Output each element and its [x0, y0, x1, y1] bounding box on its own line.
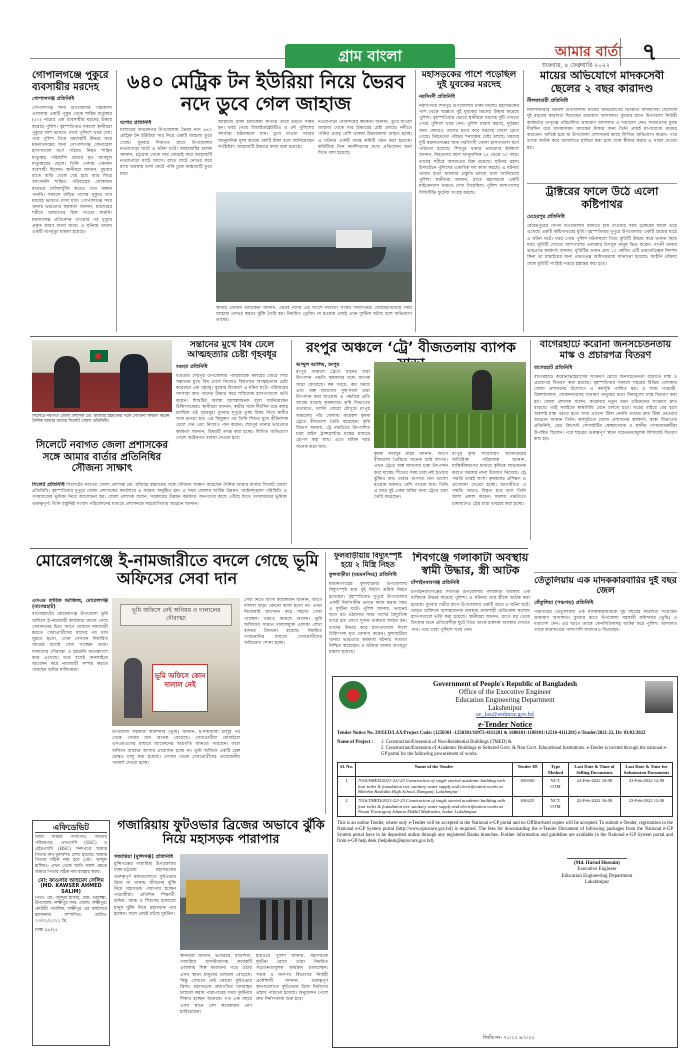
headline: তেঁতুলিয়ায় এক মাদককারবারির দুই বছর জেল — [534, 576, 677, 597]
byline: চাঁপাইনবাবগঞ্জ প্রতিনিধি — [411, 580, 460, 587]
affidavit-ref: ঢাকা ৯৮/২২ — [35, 927, 58, 933]
article-body-col3: সেবা নিতে আসা কয়েকজন জানান, আগে দালাল ছাড়া কোনো কাজ হতো না। এখন নিজেরাই আবেদন করে সহজে সেবা পাচ্ছেন। খরচও কমেছে অনেক। ভূমি অফিসের সামনে দালালমুক্ত এলাকা লেখা ব্যানার টানানো হয়েছে। নিয়মিত গণশুনানির মাধ্যমে সেবাপ্রার্থীদের অভিযোগ শোনা হচ্ছে। — [244, 598, 322, 647]
article-body-col1 — [114, 854, 176, 1046]
headline: গোপালগঞ্জে পুকুরে ব্যবসায়ীর মরদেহ — [32, 70, 109, 93]
tender-notice-no: Tender Notice No. 29/EED/LAX/Project Code: (1250301 -1250301/10972-4111201 & 1600101-1100101/12516-4111201) e-Tender/2021-22, Dt: 03/02/2022 — [337, 731, 646, 736]
tender-city: Lakshmipur — [488, 704, 522, 712]
headline: গজারিয়ায় ফুটওভার ব্রিজের অভাবে ঝুঁকি নিয়ে মহাসড়ক পারাপার — [117, 817, 325, 847]
issue-date: শুক্রবার, ৪ ফেব্রুয়ারি ২০২২ — [542, 62, 610, 69]
flag — [90, 350, 108, 362]
byline: এসএম তারিক আজিজ, মোরেলগঞ্জ (বাগেরহাট) — [32, 598, 108, 611]
project-item: 1. Construction/Extension of Non-Residential Buildings (TMED) & — [381, 740, 512, 745]
headline: মায়ের অভিযোগে মাদকসেবী ছেলের ২ বছর কারাদণ্ড — [539, 70, 665, 95]
text: রংপুর অঞ্চলে ট্রেতে ধানের চারা উৎপাদন পদ্ধতি কৃষকদের মধ্যে ব্যাপক সাড়া ফেলেছে। কম খরচে, কম সময়ে এবং অল্প জায়গায় সুস্থ-সবল চারা উৎপাদন করা যাওয়ায় এ পদ্ধতির প্রতি আগ্রহ বাড়ছে কৃষকদের। কৃষি বিভাগের তথ্যমতে, চলতি বোরো মৌসুমে রংপুর অঞ্চলের পাঁচ জেলায় কয়েকশ কৃষক ট্রেতে বীজতলা তৈরি করেছেন। কৃষি বিভাগ জানায়, ট্রে পদ্ধতিতে উৎপাদিত চারা রাইস ট্রান্সপ্লান্টার যন্ত্রের মাধ্যমে রোপণ করা যায়। এতে শ্রমিক খরচ অনেক কমে যায়। — [296, 370, 370, 450]
column-rule — [415, 70, 416, 332]
seedbed-photo — [374, 362, 526, 448]
column-rule — [291, 340, 292, 544]
affidavit-title: এফিডেভিট — [35, 823, 107, 833]
cell-id: 656350 — [513, 777, 543, 797]
article-body: নীলফামারীর ডিমলা উপজেলায় মায়ের অভিযোগের ভিত্তিতে মাদকসেবী ছেলেকে দুই বছরের কারাদণ্ড দিয়েছেন ভ্রাম্যমাণ আদালত। বুধবার রাতে উপজেলা নির্বাহী কর্মকর্তার নেতৃত্বে পরিচালিত ভ্রাম্যমাণ আদালত এ দণ্ডাদেশ দেন। সাজাপ্রাপ্ত যুবক দীর্ঘদিন ধরে মাদকাসক্ত। মাদকের টাকার জন্য তিনি প্রায়ই মা-বাবাকে মারধর করতেন। অতিষ্ঠ হয়ে মা উপজেলা প্রশাসনের কাছে লিখিত অভিযোগ করেন। পরে তাকে আটক করে আদালতে হাজির করা হলে দোষ স্বীকার করায় এ সাজা দেওয়া হয়। — [527, 108, 677, 151]
article-addict — [527, 70, 677, 180]
affidavit-name-en: (MD. KAWSER AHMED SALIM) — [40, 883, 102, 895]
column-rule — [523, 70, 524, 332]
cell-id: 636225 — [513, 796, 543, 816]
tender-footer: This is an online Tender, where only e-Tender will be accepted in the National e-GP portal and no Offline/hard copies will be accepted. To submit e-Tender, registration in the National e-GP System portal (http://www.eprocure.gov.bd) is required. The fees for downloading the e-Tender Document of following packages from the National e-GP System portal have to be deposited online through any registered Banks branches. Further information and guideline are available in the National e-GP System portal and from e-GP help desk (helpdesk@eprocure.gov.bd). — [337, 820, 673, 844]
byline: তেঁতুলিয়া (পঞ্চগড়) প্রতিনিধি — [534, 599, 594, 606]
article-poison — [176, 340, 288, 480]
project-item: 2. Construction/Extension of Academic Buildings to Selected Govt. & Non Govt. Educational Institutions. e-Tender is invited through the national e-GP portal for the following procurement of works. — [381, 746, 668, 757]
person-left — [54, 356, 80, 408]
byline: আব্দুল আলিম, রংপুর — [296, 362, 340, 368]
portrait — [645, 681, 673, 713]
text: সিলেটের নবাগত জেলা প্রশাসক মো. মজিবর রহমানের সঙ্গে সৌজন্য সাক্ষাৎ করেছেন দৈনিক আমার বার্তার সিলেট জেলা প্রতিনিধি। বৃহস্পতিবার দুপুরে জেলা প্রশাসকের কার্যালয়ে এ সাক্ষাৎ অনুষ্ঠিত হয়। এ সময় জেলার সার্বিক উন্নয়ন, আইনশৃঙ্খলা পরিস্থিতি ও গণমাধ্যমের ভূমিকা নিয়ে আলোচনা হয়। জেলা প্রশাসক বলেন, সরকারের উন্নয়ন কর্মকাণ্ড জনগণের কাছে পৌঁছে দিতে গণমাধ্যমের ভূমিকা গুরুত্বপূর্ণ। তিনি বস্তুনিষ্ঠ সংবাদ পরিবেশনের মাধ্যমে প্রশাসনকে সহযোগিতার আহ্বান জানান। — [32, 483, 287, 507]
column-rule — [325, 552, 326, 814]
byline: গজারিয়া (মুন্সিগঞ্জ) প্রতিনিধি — [114, 854, 174, 860]
article-body: বাগেরহাটে করোনাভাইরাসের সংক্রমণ রোধে জনসচেতনতা বাড়াতে মাস্ক ও প্রচারপত্র বিতরণ করা হয়েছে। বৃহস্পতিবার সকালে শহরের বিভিন্ন এলাকায় জেলা প্রশাসনের উদ্যোগে এ কর্মসূচি পালিত হয়। এ সময় পথচারী, রিকশাচালক, দোকানদারসহ সাধারণ মানুষের মধ্যে বিনামূল্যে মাস্ক বিতরণ করা হয়। জেলা প্রশাসক বলেন, করোনার নতুন ধরন ওমিক্রনের সংক্রমণ দ্রুত বাড়ছে। তাই সবাইকে স্বাস্থ্যবিধি মেনে চলতে হবে। ঘরের বাইরে বের হলে অবশ্যই মাস্ক পরতে হবে। যারা এখনো টিকা নেননি তাদের দ্রুত টিকা নেওয়ার আহ্বান জানান তিনি। কর্মসূচিতে জেলা প্রশাসনের কর্মকর্তা, স্বাস্থ্য বিভাগের প্রতিনিধি, রেড ক্রিসেন্ট সোসাইটির স্বেচ্ছাসেবক ও স্থানীয় গণমাধ্যমকর্মীরা উপস্থিত ছিলেন। পরে শহরের গুরুত্বপূর্ণ স্থানে সচেতনতামূলক লিফলেট বিতরণ করা হয়। — [534, 374, 677, 442]
article-tractor — [527, 186, 677, 332]
tender-email[interactable]: ee_lax@eedmoe.gov.bd — [476, 712, 534, 718]
article-highway — [419, 70, 519, 332]
article-body: চাঁপাইনবাবগঞ্জের শিবগঞ্জ উপজেলায় গলাকাটা অবস্থায় এক ব্যক্তিকে উদ্ধার করেছে পুলিশ। এ ঘটনায় তার স্ত্রীকে আটক করা হয়েছে। বুধবার গভীর রাতে উপজেলার একটি গ্রামে এ ঘটনা ঘটে। আহত ব্যক্তিকে আশঙ্কাজনক অবস্থায় রাজশাহী মেডিকেল কলেজ হাসপাতালে ভর্তি করা হয়েছে। স্থানীয়রা জানান, রাতে ঘর থেকে চিৎকার শুনে প্রতিবেশীরা ছুটে গিয়ে তাকে রক্তাক্ত অবস্থায় দেখতে পান। পরে তারা পুলিশে খবর দেন। — [411, 590, 530, 633]
rule — [534, 572, 677, 573]
byline: বাগেরহাট প্রতিনিধি — [534, 364, 573, 371]
pedestrians — [260, 900, 312, 940]
tray-rows — [374, 414, 526, 448]
cell-name: 7016/TMED/2021-22/-23 Construction of single storied academic building with four toilet & foundation in/c sanitary water supply and electrification works at Notun Tewarigonj Islamia Dakhil Madrasha, Sadar, Lakshmipur. — [356, 796, 513, 816]
photo-banner: ভূমি অফিসে কোন দালাল নেই — [152, 664, 208, 712]
cell-sl: 1 — [338, 777, 356, 797]
section-banner: গ্রাম বাংলা — [285, 44, 455, 68]
article-body-col4: স্থানীয় নৌযান শ্রমিকেরা জানান, ভৈরব নদের এই অংশে নাব্যতা সংকট দীর্ঘদিনের। জোয়ার-ভাটার সময় জাহাজ নোঙর করতে ঝুঁকি তৈরি হয়। নিয়মিত ড্রেজিং না হওয়ায় প্রায়ই এমন দুর্ঘটনা ঘটছে বলে অভিযোগ তাদের। — [216, 306, 412, 324]
cell-type: NCT, OTM — [543, 796, 569, 816]
article-gazaria — [114, 818, 328, 1048]
photo-sign: ভূমি অফিসে নেই অনিয়ম ও দালালের দৌরাত্ম্য — [120, 604, 232, 626]
tender-dept: Education Engineering Department — [455, 696, 555, 704]
ship-photo — [216, 192, 412, 302]
article-body: বগুড়ার শেরপুর উপজেলায় পারিবারিক কলহের জেরে শিশু সন্তানের মুখে বিষ ঢেলে নিজেও বিষপানে আত্মহত্যার চেষ্টা করেছেন এক গৃহবধূ। বুধবার বিকেলে এ ঘটনা ঘটে। পরিবারের সদস্যরা দ্রুত তাদের উদ্ধার করে শজিমেক হাসপাতালে ভর্তি করেন। শিশুটির অবস্থা আশঙ্কাজনক বলে জানিয়েছেন চিকিৎসকেরা। স্থানীয়রা জানান, স্বামীর সঙ্গে দীর্ঘদিন ধরে কলহ চলছিল ওই গৃহবধূর। বুধবার দুপুরে তুচ্ছ বিষয় নিয়ে স্বামীর সঙ্গে ঝগড়া হয়। এর কিছুক্ষণ পর তিনি শিশুর মুখে কীটনাশক ঢেলে দেন এবং নিজেও পান করেন। শেরপুর থানার ভারপ্রাপ্ত কর্মকর্তা জানান, বিষয়টি তদন্ত করা হচ্ছে। লিখিত অভিযোগ পেলে আইনগত ব্যবস্থা নেওয়া হবে। — [176, 373, 288, 441]
byline: ফুলবাড়ীয়া (ময়মনসিংহ) প্রতিনিধি — [329, 572, 397, 579]
highway-photo — [180, 854, 328, 950]
tender-notice — [332, 676, 678, 1048]
column-rule — [116, 70, 117, 332]
article-body: মেহেরপুরের গাংনী উপজেলায় জমিতে চাষ দেওয়ার সময় ট্রাক্টরের ফালে উঠে এসেছে একটি কষ্টিপাথরের মূর্তি। বৃহস্পতিবার দুপুরে উপজেলার একটি গ্রামের মাঠে এ ঘটনা ঘটে। খবর পেয়ে পুলিশ ঘটনাস্থলে গিয়ে মূর্তিটি উদ্ধার করে থানায় নিয়ে যায়। মূর্তিটি দেখতে আশপাশের এলাকার উৎসুক মানুষ ভিড় করেন। গাংনী থানার ভারপ্রাপ্ত কর্মকর্তা জানান, মূর্তিটির ওজন প্রায় ১০ কেজি। এটি প্রত্নতাত্ত্বিক নিদর্শন কিনা তা যাচাইয়ের জন্য প্রত্নতত্ত্ব অধিদপ্তরকে জানানো হয়েছে। আইনি প্রক্রিয়া শেষে মূর্তিটি সংশ্লিষ্ট দপ্তরে হস্তান্তর করা হবে। — [527, 224, 677, 267]
ship-hull — [236, 247, 386, 269]
tender-gov: Government of People's Republic of Bangladesh — [432, 680, 578, 688]
headline: মহাসড়কের পাশে পড়েছিল দুই যুবকের মরদেহ — [421, 70, 517, 91]
sign-city: Lakshmipur — [584, 879, 610, 885]
article-pond — [32, 70, 112, 332]
byline: সিলেট প্রতিনিধি — [32, 482, 65, 488]
col-header: Last Date & Time of Selling Documents — [569, 763, 621, 777]
cell-sl: 2 — [338, 796, 356, 816]
table-row — [338, 777, 673, 797]
col-header: Last Date & Time for Submission Documents — [621, 763, 673, 777]
page-number: ৭ — [620, 38, 678, 66]
person — [124, 658, 142, 718]
tender-table — [337, 762, 673, 817]
byline: নরসিংদী প্রতিনিধি — [419, 93, 455, 100]
page-header — [0, 0, 700, 69]
affidavit-detail: পিতা: মো: আব্দুল হালিম, গ্রাম: চরলক্ষ্মী, উপজেলা: লক্ষ্মীপুর সদর, জেলা: লক্ষ্মীপুর। নোটারী পাবলিক, লক্ষ্মীপুর এর কার্যালয়ে হলফনামা সম্পাদিত। তারিখ: ০৩/০২/২০২২ খ্রি. — [35, 895, 107, 924]
article-body-col1 — [296, 362, 370, 546]
article-body: পঞ্চগড়ের তেঁতুলিয়ায় এক মাদককারবারিকে দুই বছরের কারাদণ্ড দিয়েছেন ভ্রাম্যমাণ আদালত। বুধবার রাতে উপজেলা সহকারী কমিশনার (ভূমি) এ দণ্ডাদেশ দেন। এর আগে তাকে ফেনসিডিলসহ আটক করে পুলিশ। আদালত তাকে কারাদণ্ডের পাশাপাশি অর্থদণ্ডও দিয়েছেন। — [534, 609, 677, 634]
headline: শিবগঞ্জে গলাকাটা অবস্থায় স্বামী উদ্ধার, স্ত্রী আটক — [412, 552, 529, 577]
article-body: গোপালগঞ্জ সদর উপজেলার পাইকান্দি এলাকায় একটি পুকুর থেকে শাহিন মাতুব্বর (৫০) নামের এক ব্যবসায়ীর মরদেহ উদ্ধার করেছে পুলিশ। বৃহস্পতিবার সকালে স্থানীয়রা পুকুরে লাশ ভাসতে দেখে পুলিশে খবর দেয়। পরে পুলিশ গিয়ে মরদেহটি উদ্ধার করে ময়নাতদন্তের জন্য গোপালগঞ্জ জেনারেল হাসপাতাল মর্গে পাঠায়। নিহত শাহিন মাতুব্বর পাইকান্দি গ্রামের মৃত আবদুল মাতুব্বরের ছেলে। তিনি পেশায় একজন ব্যবসায়ী ছিলেন। স্থানীয়রা জানান, বুধবার রাতে বাড়ি থেকে বের হয়ে আর ফিরে আসেননি শাহিন। পরিবারের লোকজন রাতভর খোঁজাখুঁজি করেও তার সন্ধান পাননি। সকালে বাড়ির পাশের পুকুরে তার মরদেহ ভাসতে দেখা যায়। গোপালগঞ্জ সদর থানার ভারপ্রাপ্ত কর্মকর্তা জানান, মরদেহের শরীরে আঘাতের চিহ্ন পাওয়া যায়নি। ময়নাতদন্ত প্রতিবেদন পাওয়ার পর মৃত্যুর প্রকৃত কারণ জানা যাবে। এ ঘটনায় থানায় একটি অপমৃত্যু মামলা হয়েছে। — [32, 106, 112, 236]
article-body-col2: উপজেলা সহকারী কমিশনার (ভূমি) জানান, ই-নামজারী চালুর পর থেকে সেবার মান অনেক বেড়েছে। সেবাপ্রার্থীরা মোবাইলে এসএমএসের মাধ্যমে আবেদনের অগ্রগতি জানতে পারছেন। ফলে অফিসে বারবার আসার প্রয়োজন হচ্ছে না। ভূমি অফিসে একটি হেল্প ডেস্কও চালু করা হয়েছে। সেখান থেকে সেবাপ্রার্থীদের প্রয়োজনীয় পরামর্শ দেওয়া হচ্ছে। — [112, 730, 240, 767]
section-rule — [30, 336, 678, 337]
sign-title: Executive Engineer — [577, 867, 617, 873]
sylhet-photo — [32, 340, 172, 412]
sylhet-body — [32, 482, 287, 544]
article-body-col3: নওয়াপাড়া নৌবন্দরের কর্মকর্তা জানান, ডুবে যাওয়া জাহাজ থেকে সার উদ্ধারের চেষ্টা চলছে। নদীতে পানির প্রবাহ বেশি থাকায় উদ্ধারকাজ ব্যাহত হচ্ছে। এ ঘটনায় একটি তদন্ত কমিটি গঠন করা হয়েছে। কমিটিকে তিন কার্যদিবসের মধ্যে প্রতিবেদন জমা দিতে বলা হয়েছে। — [318, 120, 412, 157]
tender-project — [337, 740, 673, 758]
byline: নীলফামারী প্রতিনিধি — [527, 98, 568, 105]
riverbank — [216, 272, 412, 302]
cell-submit: 23-Feb-2022 12:00 — [621, 796, 673, 816]
col-header: Type Method — [543, 763, 569, 777]
col-header: Tender ID — [513, 763, 543, 777]
article-bagerhat — [534, 340, 677, 560]
article-shibganj — [411, 552, 530, 672]
headline: ট্রাক্টরের ফালে উঠে এলো কষ্টিপাথর — [545, 186, 659, 211]
cell-type: NCT, OTM — [543, 777, 569, 797]
sylhet-headline: সিলেটে নবাগত জেলা প্রশাসকের সঙ্গে আমার বার্তার প্রতিনিধির সৌজন্য সাক্ষাৎ — [35, 440, 169, 474]
article-body-col3: রংপুর কৃষি সম্প্রসারণ অধিদপ্তরের অতিরিক্ত পরিচালক জানান, যান্ত্রিকীকরণের মাধ্যমে কৃষিকে লাভজনক করতে সরকার নানা উদ্যোগ নিয়েছে। ট্রে পদ্ধতি তারই অংশ। কৃষকদের প্রশিক্ষণ ও প্রণোদনা দেওয়া হচ্ছে। আগামীতে এ পদ্ধতি আরও বিস্তৃত হবে বলে তিনি আশা প্রকাশ করেন। সমলয় পদ্ধতিতে চাষাবাদেও ট্রের চারা ব্যবহার করা হচ্ছে। — [452, 452, 526, 507]
text: বাগেরহাটের মোরেলগঞ্জ উপজেলা ভূমি অফিসে ই-নামজারী কার্যক্রমে বদলে গেছে সেবাদানের চিত্র। আগে যেখানে নামজারী করতে সেবাপ্রার্থীদের মাসের পর মাস ঘুরতে হতো, এখন সেখানে নির্ধারিত সময়ের মধ্যেই সেবা পাচ্ছেন তারা। দালালের দৌরাত্ম্য ও হয়রানি অনেকাংশে কমে এসেছে। ঘরে বসেই অনলাইনে আবেদন করে নামজারী সম্পন্ন করতে পারছেন জমির মালিকেরা। — [32, 612, 108, 674]
article-body-col2: জাহাজে থাকা শ্রমিকেরা সাঁতরে তীরে উঠতে সক্ষম হন। খবর পেয়ে বিআইডব্লিউটিএ ও নৌ পুলিশের সদস্যরা ঘটনাস্থলে যান। ডুবে যাওয়া সারের আনুমানিক মূল্য কয়েক কোটি টাকা বলে জানিয়েছেন সংশ্লিষ্টরা। জাহাজটি উদ্ধারে কাজ শুরু হয়েছে। — [218, 120, 314, 150]
masthead-logo: আমার বার্তা — [555, 44, 623, 60]
affidavit-name: মো: কাওসার আহমেদ সেলিম — [38, 877, 104, 884]
tender-ref: জিডি নং- ৭১/২২ ৪/২/২২ — [483, 1036, 535, 1041]
cell-sell: 22-Feb-2022 16:00 — [569, 777, 621, 797]
column-rule — [530, 340, 531, 540]
tender-office: Office of the Executive Engineer — [458, 688, 552, 696]
sylhet-caption: সিলেটে নবাগত জেলা প্রশাসক মো. মজিবর রহমানের সঙ্গে সৌজন্য সাক্ষাৎ করেন দৈনিক আমার বার্তার সিলেট জেলা প্রতিনিধি। — [32, 414, 170, 425]
article-narcotics — [534, 576, 677, 672]
headline: ফুলবাড়ীয়ায় বিদ্যুৎস্পৃষ্ট হয়ে ২ মিস্ত্রি নিহত — [333, 552, 403, 569]
text: মুন্সিগঞ্জের গজারিয়া উপজেলায় ঢাকা-চট্টগ্রাম মহাসড়কের গুরুত্বপূর্ণ স্থানগুলোতে ফুটওভার ব্রিজ না থাকায় জীবনের ঝুঁকি নিয়ে মহাসড়ক পারাপার হচ্ছেন পথচারীরা। প্রতিদিন শিক্ষার্থী, শ্রমিক, বয়স্ক ও শিশুসহ হাজারো মানুষ ঝুঁকি নিয়ে মহাসড়ক পার হচ্ছেন। ফলে প্রায়ই ঘটছে দুর্ঘটনা। — [114, 862, 176, 917]
signature — [527, 849, 667, 887]
project-label: Name of Project : — [337, 740, 374, 745]
gov-emblem — [339, 681, 367, 709]
article-body-col2: কৃষক আবদুর রহিম জানান, আগে বীজতলা তৈরিতে অনেক জমি লাগত। এখন ট্রেতে অল্প জায়গায় চারা উৎপাদন করা যাচ্ছে। শীতের সময় চারা নষ্ট হওয়ার ঝুঁকিও কম। চারার গুণগত মান ভালো হওয়ায় ফলনও বেশি পাওয়া যায়। তিনি এ বছর দুই একর জমির জন্য ট্রেতে চারা তৈরি করেছেন। — [374, 452, 448, 501]
bus — [186, 880, 240, 914]
cell-submit: 23-Feb-2022 12:00 — [621, 777, 673, 797]
person-right — [120, 354, 148, 408]
headline: ৬৪০ মেট্রিক টন ইউরিয়া নিয়ে ভৈরব নদে ডুবে গেল জাহাজ — [126, 71, 406, 115]
article-body-col2: স্থানীয়রা জানান, ভবেরচর, বাউশিয়া, গজারিয়া বাসস্ট্যান্ডসহ কয়েকটি এলাকায় শিল্প কারখানা গড়ে ওঠায় এসব স্থানে মানুষের চলাচল বেড়েছে। কিন্তু সেখানে নেই কোনো ফুটওভার ব্রিজ। মহাসড়কে দ্রুতগতির যানবাহন চলাচল করায় পারাপারের সময় দুর্ঘটনার শিকার হচ্ছেন অনেকে। গত এক বছরে এসব স্থানে বেশ কয়েকজন প্রাণ হারিয়েছেন। — [180, 954, 252, 1015]
cell-name: 7016/SMED/2021-22/-23 Construction of single storied academic building with four toilet & foundation in/c sanitary water supply and electrification works at Bibirhat Rashidia High School, Ramganj, Lakshmipur. — [356, 777, 513, 797]
headline: সন্তানের মুখে বিষ ঢেলে আত্মহত্যার চেষ্টা গৃহবধূর — [187, 340, 277, 361]
article-body-col1 — [32, 598, 108, 814]
text: যশোরের অভয়নগর উপজেলায় ভৈরব নদে ৬৪০ মেট্রিক টন ইউরিয়া সার নিয়ে একটি জাহাজ ডুবে গেছে। বুধবার দিবাগত রাতে উপজেলার নওয়াপাড়া ঘাটে এ ঘটনা ঘটে। জাহাজটির চালক জানান, চট্টগ্রাম থেকে সার বোঝাই করে জাহাজটি নওয়াপাড়া ঘাটে আসে। রাতে ঘাটে নোঙর করে রাখা অবস্থায় তলা ফেটে পানি ঢুকে জাহাজটি ডুবে যায়। — [120, 128, 212, 177]
col-header: Sl. No. — [338, 763, 356, 777]
article-body: নরসিংদীর শিবপুর উপজেলায় ঢাকা-সিলেট মহাসড়কের পাশ থেকে অজ্ঞাত দুই যুবকের মরদেহ উদ্ধার করেছে পুলিশ। বৃহস্পতিবার ভোরে স্থানীয়রা মরদেহ দুটি দেখতে পেয়ে পুলিশে খবর দেন। পুলিশ ধারণা করছে, দুর্বৃত্তরা অন্য কোথাও তাদের হত্যা করে মরদেহ ফেলে রেখে গেছে। নিহতদের পরিচয় শনাক্তের চেষ্টা চলছে। মরদেহ দুটি ময়নাতদন্তের জন্য নরসিংদী জেলা হাসপাতাল মর্গে পাঠানো হয়েছে। শিবপুর থানার ভারপ্রাপ্ত কর্মকর্তা জানান, নিহতদের বয়স আনুমানিক ২৫ থেকে ৩০ বছর। তাদের শরীরে আঘাতের চিহ্ন রয়েছে। ঘটনার রহস্য উদঘাটনে পুলিশের একাধিক দল কাজ করছে। এ ঘটনায় থানায় হত্যা মামলার প্রস্তুতি চলছে বলে জানিয়েছে পুলিশ। স্থানীয়রা জানান, রাতে মহাসড়কে একটি মাইক্রোবাস থামতে দেখা গিয়েছিল। পুলিশ আশপাশের সিসিটিভি ফুটেজ সংগ্রহ করছে। — [419, 103, 519, 196]
headline: মোরেলগঞ্জে ই-নামজারীতে বদলে গেছে ভূমি অফিসের সেবা দান — [35, 551, 319, 589]
byline: মেহেরপুর প্রতিনিধি — [527, 214, 565, 221]
affidavit-body: আমি আমার পাসপোর্ট, জাতীয় পরিচয়পত্র, এসএসসি (SSC) ও এইচএসসি (HSC) সনদপত্রে আমার পিতার নাম ভুলবশত লেখা হয়েছে। আমার পিতার সঠিক নাম হবে (মো: আব্দুল হালিম)। এখন থেকে আমি সকল ক্ষেত্রে আমার পিতার সঠিক নাম ব্যবহার করব। — [35, 835, 107, 875]
article-body-col1 — [120, 120, 212, 320]
byline: বগুড়া প্রতিনিধি — [176, 363, 208, 370]
article-urea — [120, 72, 412, 334]
land-office-photo — [112, 598, 240, 726]
signature-mark — [567, 849, 627, 859]
byline: যশোর প্রতিনিধি — [120, 120, 152, 126]
ship-cabin — [336, 230, 372, 248]
table-row — [338, 796, 673, 816]
affidavit — [32, 820, 110, 1046]
farmer — [472, 370, 492, 410]
col-header: Name of the Tender — [356, 763, 513, 777]
cell-sell: 22-Feb-2022 16:00 — [569, 796, 621, 816]
rule — [527, 183, 677, 184]
headline: রংপুর অঞ্চলে ‘ট্রে’ বীজতলায় ব্যাপক — [306, 340, 516, 356]
article-body: ময়মনসিংহের ফুলবাড়ীয়া উপজেলায় বিদ্যুৎস্পৃষ্ট হয়ে দুই নির্মাণ শ্রমিক নিহত হয়েছেন। বৃহস্পতিবার দুপুরে উপজেলার একটি নির্মাণাধীন ভবনে কাজ করার সময় এ দুর্ঘটনা ঘটে। পুলিশ জানায়, ভবনের ছাদে রড ওঠানোর সময় পাশের বৈদ্যুতিক তারে রড লেগে দুজন গুরুতর আহত হন। তাদের উদ্ধার করে হাসপাতালে নিলে চিকিৎসক মৃত ঘোষণা করেন। ফুলবাড়ীয়া থানার ভারপ্রাপ্ত কর্মকর্তা ঘটনার সত্যতা নিশ্চিত করেছেন। এ ঘটনায় থানায় অপমৃত্যু মামলা হয়েছে। — [329, 582, 407, 656]
sign-name: (Md. Harud Hossain) — [574, 860, 620, 866]
article-seedbed — [296, 340, 526, 546]
table-header-row — [338, 763, 673, 777]
headline: বাগেরহাটে করোনা জনসচেতনতায় মাস্ক ও প্রচারপত্র বিতরণ — [539, 340, 672, 361]
tender-title: e-Tender Notice — [478, 720, 532, 729]
section-rule — [30, 548, 528, 549]
byline: গোপালগঞ্জ প্রতিনিধি — [32, 96, 75, 102]
article-body-col3: হাইওয়ে পুলিশ জানায়, মহাসড়কে দুর্ঘটনা রোধে তারা নিয়মিত সচেতনতামূলক কার্যক্রম চালাচ্ছেন। সড়ক ও জনপথ বিভাগের নির্বাহী প্রকৌশলী জানান, গুরুত্বপূর্ণ স্থানগুলোতে ফুটওভার ব্রিজ নির্মাণের প্রস্তাব পাঠানো হয়েছে। অনুমোদন পেলে দ্রুত নির্মাণকাজ শুরু হবে। — [256, 954, 328, 1003]
article-morrelganj — [32, 552, 322, 852]
sign-dept: Education Engineering Department — [561, 873, 633, 879]
